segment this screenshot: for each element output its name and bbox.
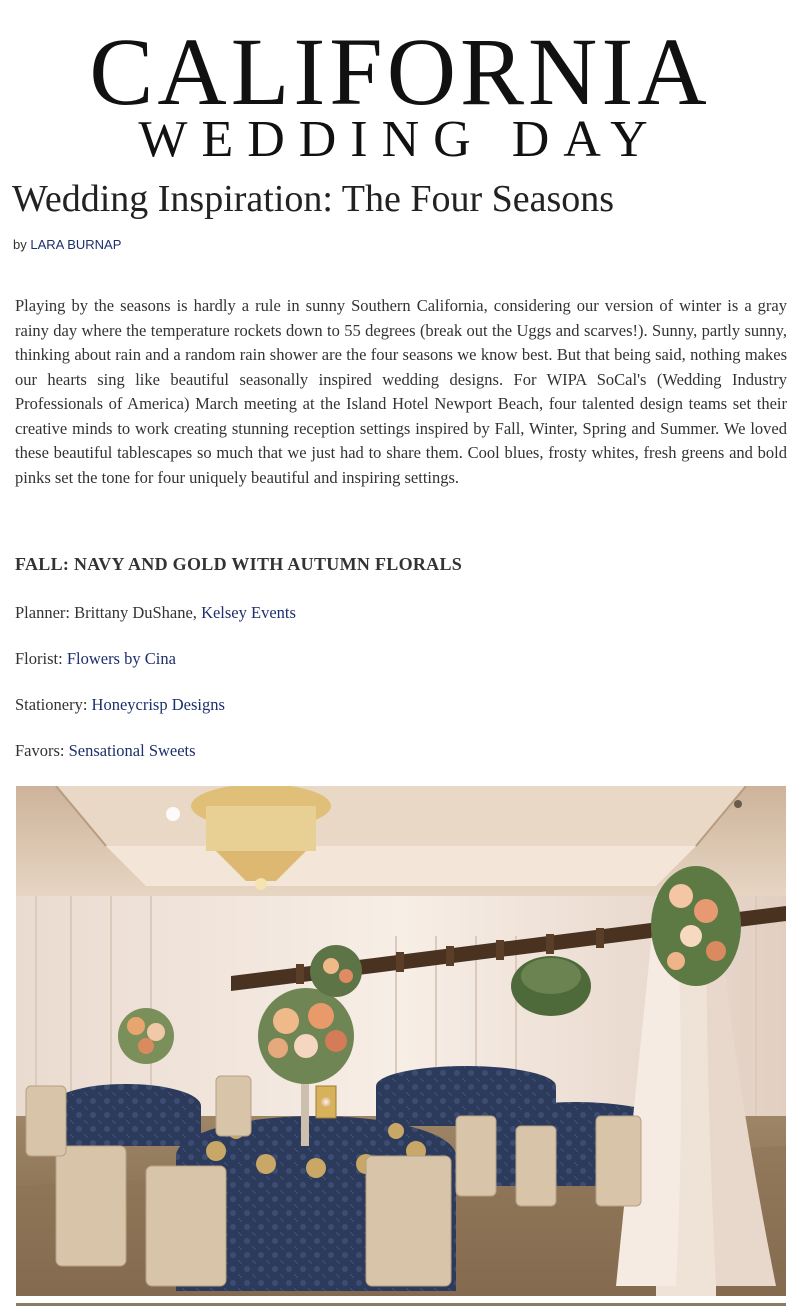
credit-label: Favors:	[15, 741, 69, 760]
floral-centerpiece-left	[118, 1008, 174, 1064]
hanging-greenery	[511, 956, 591, 1016]
credit-link-honeycrisp-designs[interactable]: Honeycrisp Designs	[91, 695, 225, 714]
floral-centerpiece-center	[258, 988, 354, 1084]
credit-label: Planner: Brittany DuShane,	[15, 603, 202, 622]
ballroom-photo	[16, 786, 786, 1296]
article-title: Wedding Inspiration: The Four Seasons	[12, 178, 615, 220]
credit-stationery	[15, 695, 225, 715]
masthead-line-2: WEDDING DAY	[138, 111, 662, 168]
byline	[13, 237, 121, 252]
section-heading: FALL: NAVY AND GOLD WITH AUTUMN FLORALS	[15, 554, 463, 574]
floral-centerpiece-back	[310, 945, 362, 997]
ballroom-illustration	[16, 786, 786, 1296]
credit-label: Florist:	[15, 649, 67, 668]
intro-paragraph: Playing by the seasons is hardly a rule in sunny Southern California, considering our version of winter is a gray rainy day where the temperature rockets down to 55 degrees (break out the Uggs and scarves!). Sunny, partly sunny, thinking about rain and a random rain shower are the four seasons we know best. But that being said, nothing makes our hearts sing like beautiful seasonally inspired wedding designs. For WIPA SoCal's (Wedding Industry Professionals of America) March meeting at the Island Hotel Newport Beach, four talented design teams set their creative minds to work creating stunning reception settings inspired by Fall, Winter, Spring and Summer. We loved these beautiful tablescapes so much that we just had to share them. Cool blues, frosty whites, fresh greens and bold pinks set the tone for four uniquely beautiful and inspiring settings.	[15, 296, 787, 487]
photo-bottom-divider	[16, 1303, 786, 1306]
byline-prefix: by	[13, 237, 27, 252]
credit-florist	[15, 649, 176, 669]
author-link[interactable]: LARA BURNAP	[30, 237, 122, 252]
masthead-line-1: CALIFORNIA	[89, 18, 711, 125]
credit-link-flowers-by-cina[interactable]: Flowers by Cina	[66, 649, 176, 668]
credit-label: Stationery:	[15, 695, 92, 714]
credit-favors	[15, 741, 196, 761]
credit-planner	[15, 603, 296, 623]
credit-link-sensational-sweets[interactable]: Sensational Sweets	[68, 741, 196, 760]
credit-link-kelsey-events[interactable]: Kelsey Events	[201, 603, 296, 622]
floral-post-arrangement	[651, 866, 741, 986]
